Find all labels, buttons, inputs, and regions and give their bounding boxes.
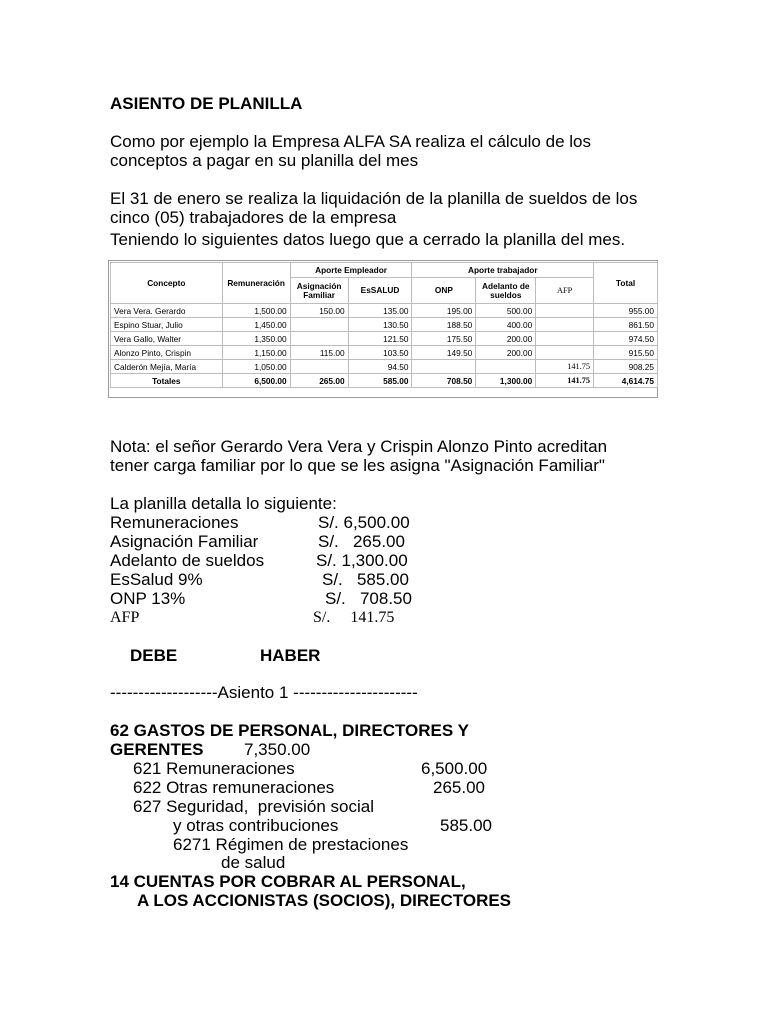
cell-asig: 265.00 <box>290 374 348 388</box>
summary-value-afp: S/. 141.75 <box>313 609 395 626</box>
cell-essalud: 103.50 <box>348 346 412 360</box>
summary-label-essalud: EsSalud 9% <box>110 570 203 589</box>
header-asignacion <box>290 278 348 304</box>
acct627-amount: 585.00 <box>440 816 492 835</box>
summary-label-remuneraciones: Remuneraciones <box>110 513 239 532</box>
cell-asig: 150.00 <box>290 304 348 318</box>
summary-label-afp: AFP <box>110 609 140 626</box>
acct62-line-2: GERENTES <box>110 740 204 759</box>
cell-onp: 175.50 <box>412 332 476 346</box>
acct621-label: 621 Remuneraciones <box>133 759 295 778</box>
table-row <box>111 360 658 374</box>
cell-afp <box>536 318 594 332</box>
header-aporte-trabajador: Aporte trabajador <box>412 263 594 278</box>
cell-name: Vera Vera. Gerardo <box>111 304 223 318</box>
cell-name: Alonzo Pinto, Crispin <box>111 346 223 360</box>
summary-value-remuneraciones: S/. 6,500.00 <box>318 513 410 532</box>
context-line-1: El 31 de enero se realiza la liquidación de la planilla de sueldos de los <box>110 189 638 208</box>
acct622-label: 622 Otras remuneraciones <box>133 778 335 797</box>
cell-total: 915.50 <box>594 346 658 360</box>
table-row <box>111 318 658 332</box>
cell-afp <box>536 332 594 346</box>
cell-total: 908.25 <box>594 360 658 374</box>
summary-value-onp: S/. 708.50 <box>325 589 412 608</box>
cell-name: Espino Stuar, Julio <box>111 318 223 332</box>
header-onp: ONP <box>412 278 476 304</box>
note-line-2: tener carga familiar por lo que se les asigna "Asignación Familiar" <box>110 456 605 475</box>
acct627-line-1: 627 Seguridad, previsión social <box>133 797 374 816</box>
header-adelanto-line1: Adelanto de <box>482 280 530 291</box>
header-adelanto-line2: sueldos <box>490 289 522 300</box>
cell-total: 955.00 <box>594 304 658 318</box>
summary-heading: La planilla detalla lo siguiente: <box>110 494 337 513</box>
asiento-separator: -------------------Asiento 1 ---------------------- <box>110 683 418 702</box>
cell-rem: 1,150.00 <box>222 346 290 360</box>
header-asignacion-line2: Familiar <box>303 289 336 300</box>
cell-afp: 141.75 <box>536 360 594 374</box>
cell-afp <box>536 304 594 318</box>
cell-adel <box>476 360 536 374</box>
summary-value-adelanto: S/. 1,300.00 <box>316 551 408 570</box>
header-total: Total <box>594 263 658 304</box>
table-row <box>111 332 658 346</box>
header-aporte-empleador: Aporte Empleador <box>290 263 412 278</box>
summary-label-asignacion: Asignación Familiar <box>110 532 259 551</box>
header-adelanto <box>476 278 536 304</box>
cell-name: Totales <box>111 374 223 388</box>
cell-adel: 400.00 <box>476 318 536 332</box>
context-line-3: Teniendo lo siguientes datos luego que a cerrado la planilla del mes. <box>110 230 626 249</box>
acct62-line-1: 62 GASTOS DE PERSONAL, DIRECTORES Y <box>110 721 469 740</box>
acct627-line-2: y otras contribuciones <box>173 816 339 835</box>
cell-adel: 200.00 <box>476 346 536 360</box>
header-afp: AFP <box>536 278 594 304</box>
haber-label: HABER <box>260 646 321 665</box>
context-line-2: cinco (05) trabajadores de la empresa <box>110 208 397 227</box>
table-row <box>111 346 658 360</box>
cell-asig <box>290 360 348 374</box>
cell-rem: 1,450.00 <box>222 318 290 332</box>
cell-rem: 1,500.00 <box>222 304 290 318</box>
cell-onp: 708.50 <box>412 374 476 388</box>
cell-onp <box>412 360 476 374</box>
cell-rem: 1,050.00 <box>222 360 290 374</box>
cell-asig <box>290 318 348 332</box>
summary-value-essalud: S/. 585.00 <box>322 570 409 589</box>
cell-adel: 200.00 <box>476 332 536 346</box>
header-concepto: Concepto <box>111 263 223 304</box>
acct621-amount: 6,500.00 <box>421 759 488 778</box>
cell-name: Calderón Mejía, María <box>111 360 223 374</box>
acct622-amount: 265.00 <box>433 778 485 797</box>
cell-total: 4,614.75 <box>594 374 658 388</box>
acct62-amount: 7,350.00 <box>244 740 311 759</box>
intro-line-1: Como por ejemplo la Empresa ALFA SA realiza el cálculo de los <box>110 132 591 151</box>
table-row <box>111 304 658 318</box>
header-essalud: EsSALUD <box>348 278 412 304</box>
cell-essalud: 585.00 <box>348 374 412 388</box>
acct6271-line-1: 6271 Régimen de prestaciones <box>173 835 409 854</box>
cell-afp: 141.75 <box>536 374 594 388</box>
header-remuneracion: Remuneración <box>222 263 290 304</box>
acct14-line-1: 14 CUENTAS POR COBRAR AL PERSONAL, <box>110 872 466 891</box>
intro-line-2: conceptos a pagar en su planilla del mes <box>110 151 419 170</box>
payroll-table <box>110 262 658 388</box>
summary-value-asignacion: S/. 265.00 <box>318 532 405 551</box>
acct14-line-2: A LOS ACCIONISTAS (SOCIOS), DIRECTORES <box>137 891 512 910</box>
cell-rem: 6,500.00 <box>222 374 290 388</box>
note-line-1: Nota: el señor Gerardo Vera Vera y Crispin Alonzo Pinto acreditan <box>110 437 608 456</box>
cell-rem: 1,350.00 <box>222 332 290 346</box>
summary-label-adelanto: Adelanto de sueldos <box>110 551 265 570</box>
cell-onp: 188.50 <box>412 318 476 332</box>
cell-onp: 149.50 <box>412 346 476 360</box>
page-title: ASIENTO DE PLANILLA <box>110 94 303 113</box>
cell-total: 974.50 <box>594 332 658 346</box>
cell-onp: 195.00 <box>412 304 476 318</box>
summary-label-onp: ONP 13% <box>110 589 186 608</box>
cell-afp <box>536 346 594 360</box>
cell-total: 861.50 <box>594 318 658 332</box>
cell-adel: 1,300.00 <box>476 374 536 388</box>
acct6271-line-2: de salud <box>221 853 286 872</box>
cell-essalud: 135.00 <box>348 304 412 318</box>
cell-name: Vera Gallo, Walter <box>111 332 223 346</box>
cell-essalud: 121.50 <box>348 332 412 346</box>
cell-asig: 115.00 <box>290 346 348 360</box>
cell-adel: 500.00 <box>476 304 536 318</box>
debe-label: DEBE <box>130 646 178 665</box>
header-asignacion-line1: Asignación <box>296 280 342 291</box>
cell-asig <box>290 332 348 346</box>
cell-essalud: 94.50 <box>348 360 412 374</box>
cell-essalud: 130.50 <box>348 318 412 332</box>
totals-row <box>111 374 658 388</box>
